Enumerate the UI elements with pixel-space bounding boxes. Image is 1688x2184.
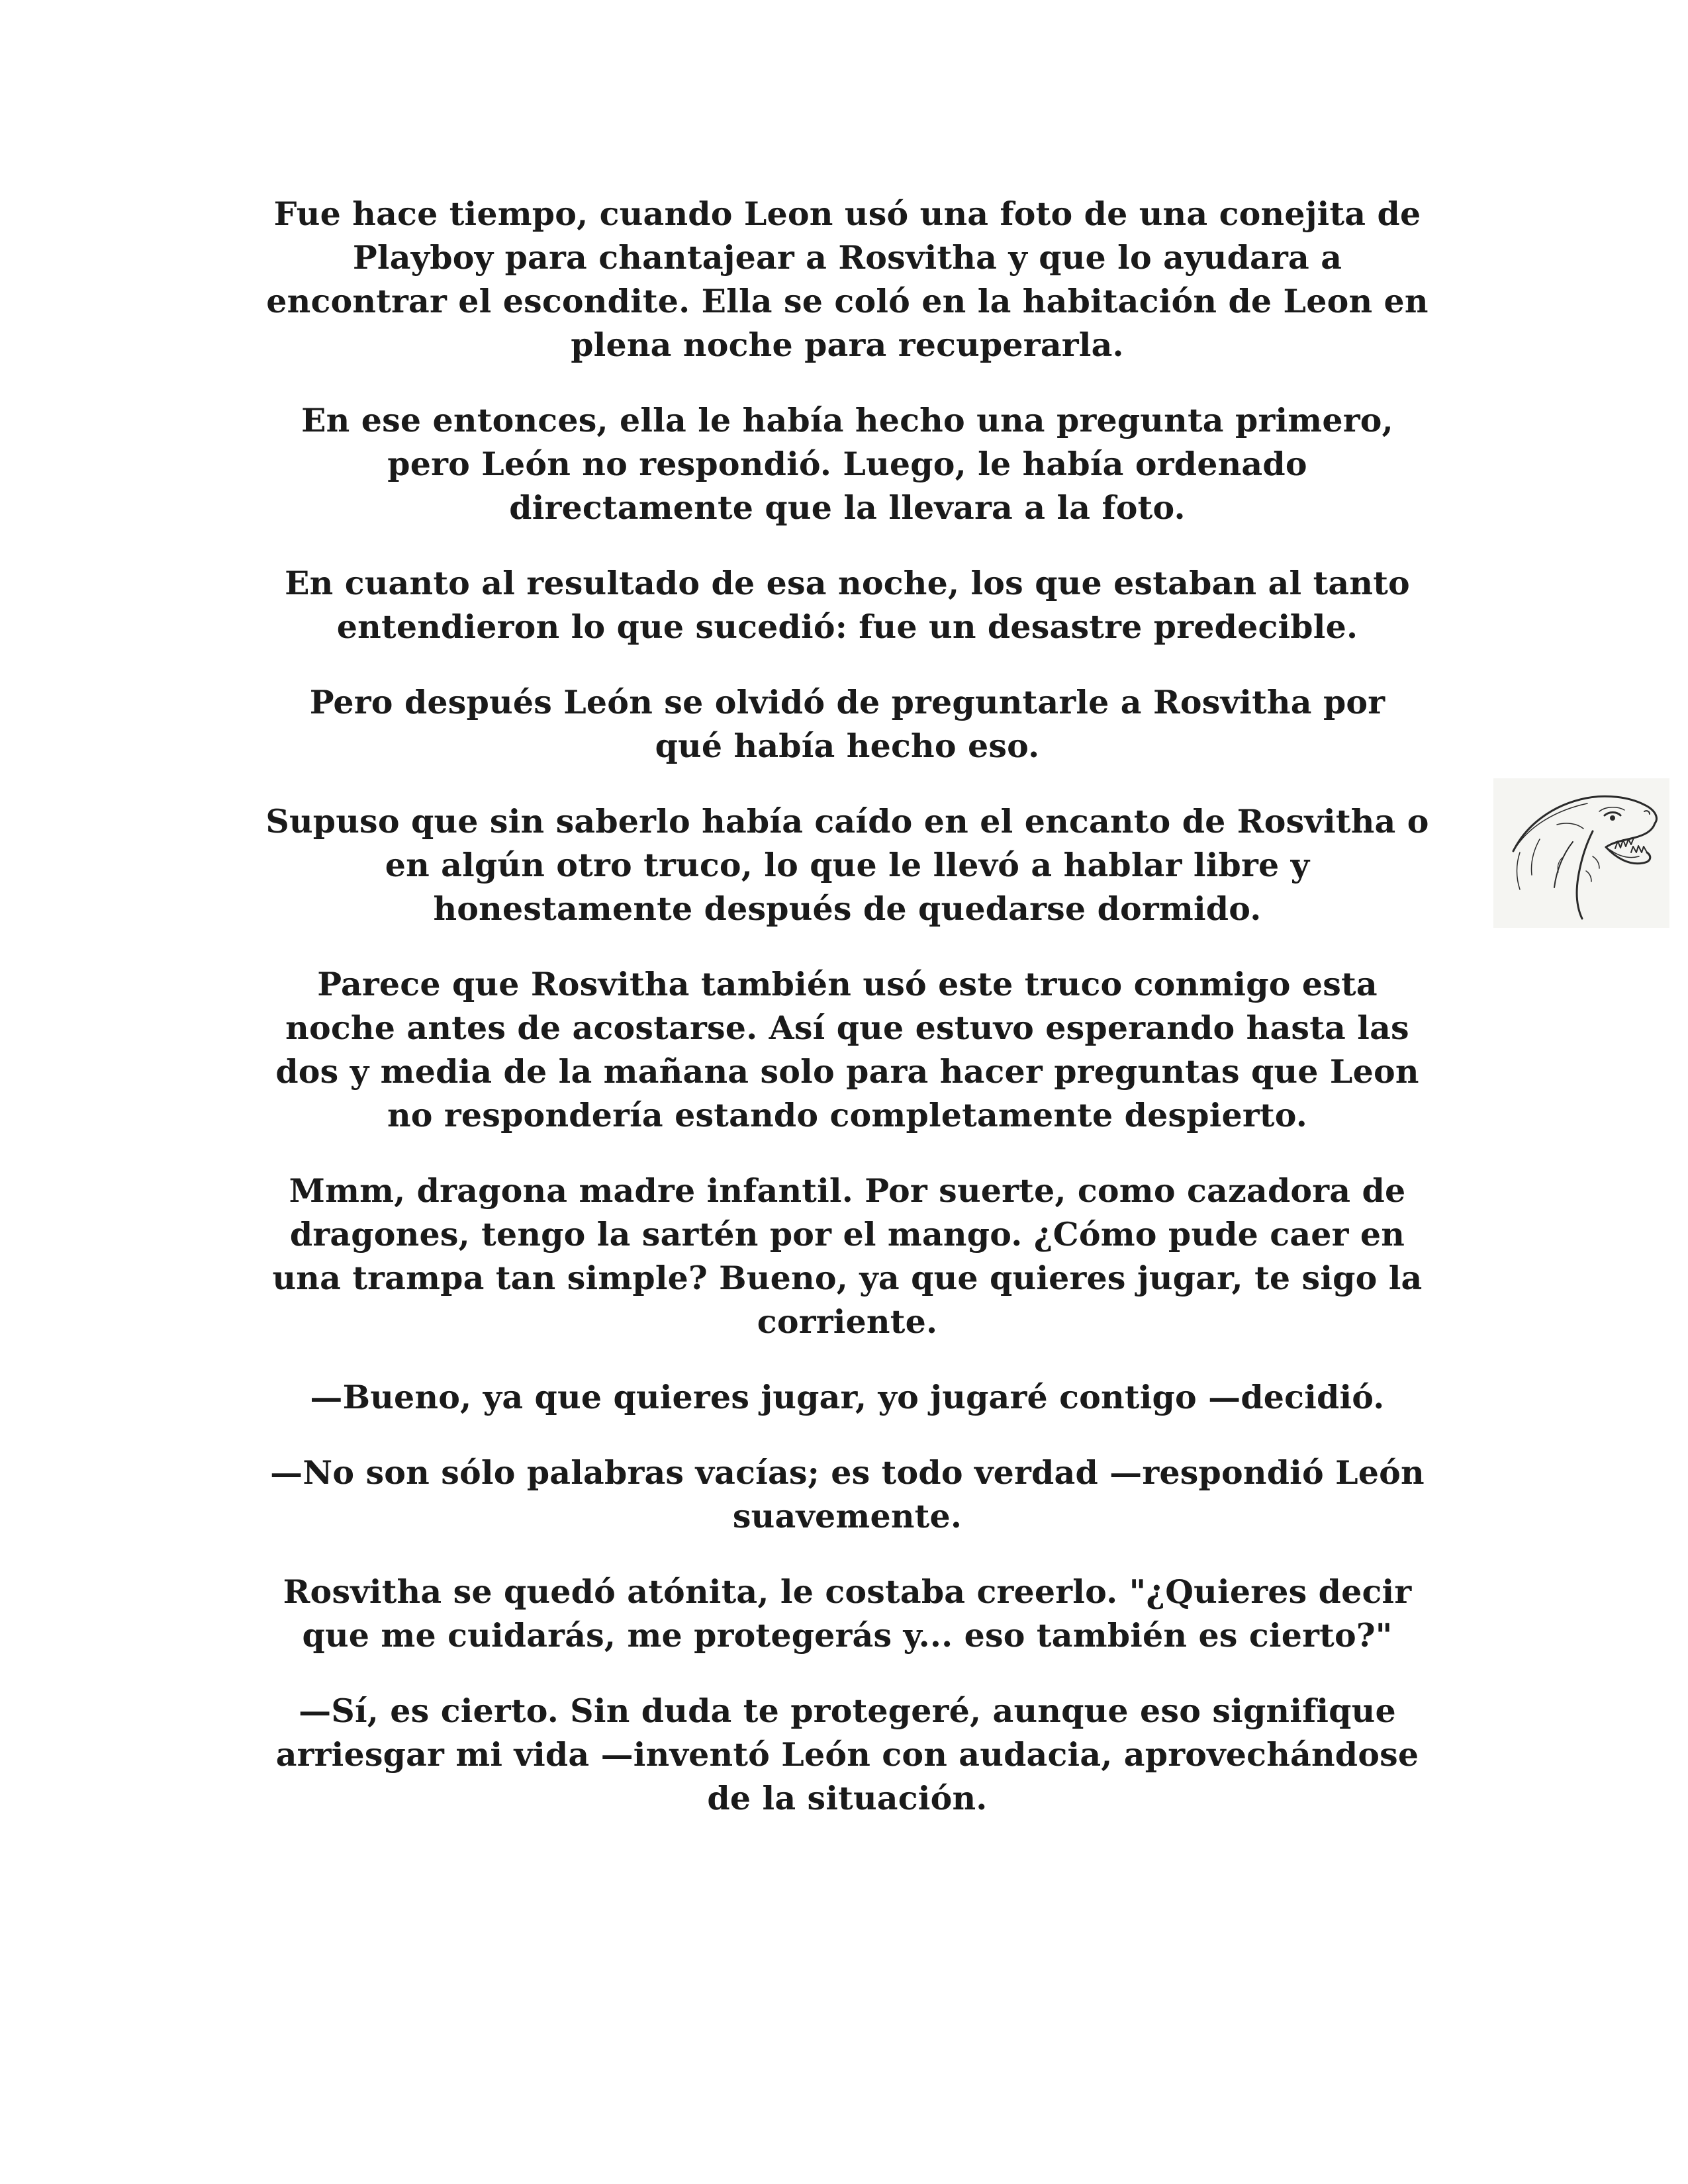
paragraph-11: —Sí, es cierto. Sin duda te protegeré, aunque eso signifique arriesgar mi vida —inventó León con audacia, aprovechándose de la situación. [275, 1692, 1419, 1817]
paragraph-6: Parece que Rosvitha también usó este truco conmigo esta noche antes de acostarse. Así que estuvo esperando hasta las dos y media de la mañana solo para hacer preguntas que Leon no respondería estando completamente despierto. [275, 965, 1419, 1134]
dinosaur-sketch-svg [1493, 778, 1669, 928]
dinosaur-head-sketch-icon [1493, 778, 1669, 928]
paragraph-4: Pero después León se olvidó de preguntarle a Rosvitha por qué había hecho eso. [309, 683, 1385, 765]
paragraph-7: Mmm, dragona madre infantil. Por suerte, como cazadora de dragones, tengo la sartén por el mango. ¿Cómo pude caer en una trampa tan simple? Bueno, ya que quieres jugar, te sigo la corriente. [272, 1171, 1423, 1341]
paragraph-5: Supuso que sin saberlo había caído en el encanto de Rosvitha o en algún otro truco, lo que le llevó a hablar libre y honestamente después de quedarse dormido. [265, 802, 1429, 928]
paragraph-8: —Bueno, ya que quieres jugar, yo jugaré contigo —decidió. [310, 1378, 1385, 1416]
paragraph-9: —No son sólo palabras vacías; es todo verdad —respondió León suavemente. [270, 1453, 1425, 1535]
body-text [225, 192, 1470, 1852]
paragraph-3: En cuanto al resultado de esa noche, los que estaban al tanto entendieron lo que sucedió: fue un desastre predecible. [285, 564, 1410, 646]
paragraph-2: En ese entonces, ella le había hecho una pregunta primero, pero León no respondió. Luego, le había ordenado directamente que la llevara a la foto. [301, 401, 1393, 527]
paragraph-10: Rosvitha se quedó atónita, le costaba creerlo. "¿Quieres decir que me cuidarás, me protegerás y... eso también es cierto?" [283, 1572, 1412, 1655]
paragraph-1: Fue hace tiempo, cuando Leon usó una foto de una conejita de Playboy para chantajear a Rosvitha y que lo ayudara a encontrar el escondite. Ella se coló en la habitación de Leon en plena noche para recuperarla. [266, 195, 1429, 364]
